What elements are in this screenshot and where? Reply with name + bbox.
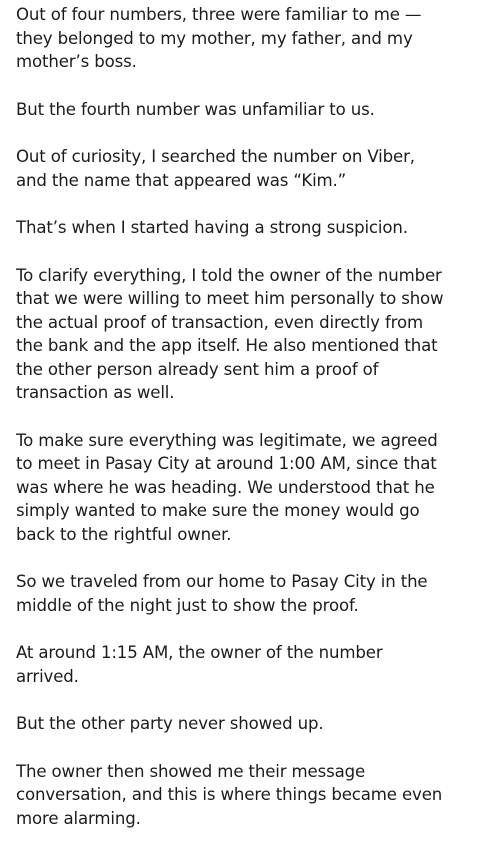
paragraph-6: To make sure everything was legitimate, we agreed to meet in Pasay City at around 1:00 AM, since that was where he was heading. We understood that he simply wanted to make sure the money would go back to the rightful owner. [16, 430, 438, 544]
paragraph-8: At around 1:15 AM, the owner of the number arrived. [16, 643, 383, 686]
paragraph-1: Out of four numbers, three were familiar to me — they belonged to my mother, my father, and my mother’s boss. [16, 5, 422, 71]
paragraph-9: But the other party never showed up. [16, 714, 324, 733]
paragraph-4: That’s when I started having a strong suspicion. [16, 218, 408, 237]
paragraph-3: Out of curiosity, I searched the number on Viber, and the name that appeared was “Kim.” [16, 147, 415, 190]
paragraph-2: But the fourth number was unfamiliar to us. [16, 99, 375, 119]
paragraph-10: The owner then showed me their message conversation, and this is where things became even more alarming. [16, 761, 443, 828]
paragraph-5: To clarify everything, I told the owner of the number that we were willing to meet him personally to show the actual proof of transaction, even directly from the bank and the app itself. He also mentioned that the other person already sent him a proof of transaction as well. [16, 265, 444, 402]
paragraph-7: So we traveled from our home to Pasay City in the middle of the night just to show the proof. [16, 572, 428, 615]
